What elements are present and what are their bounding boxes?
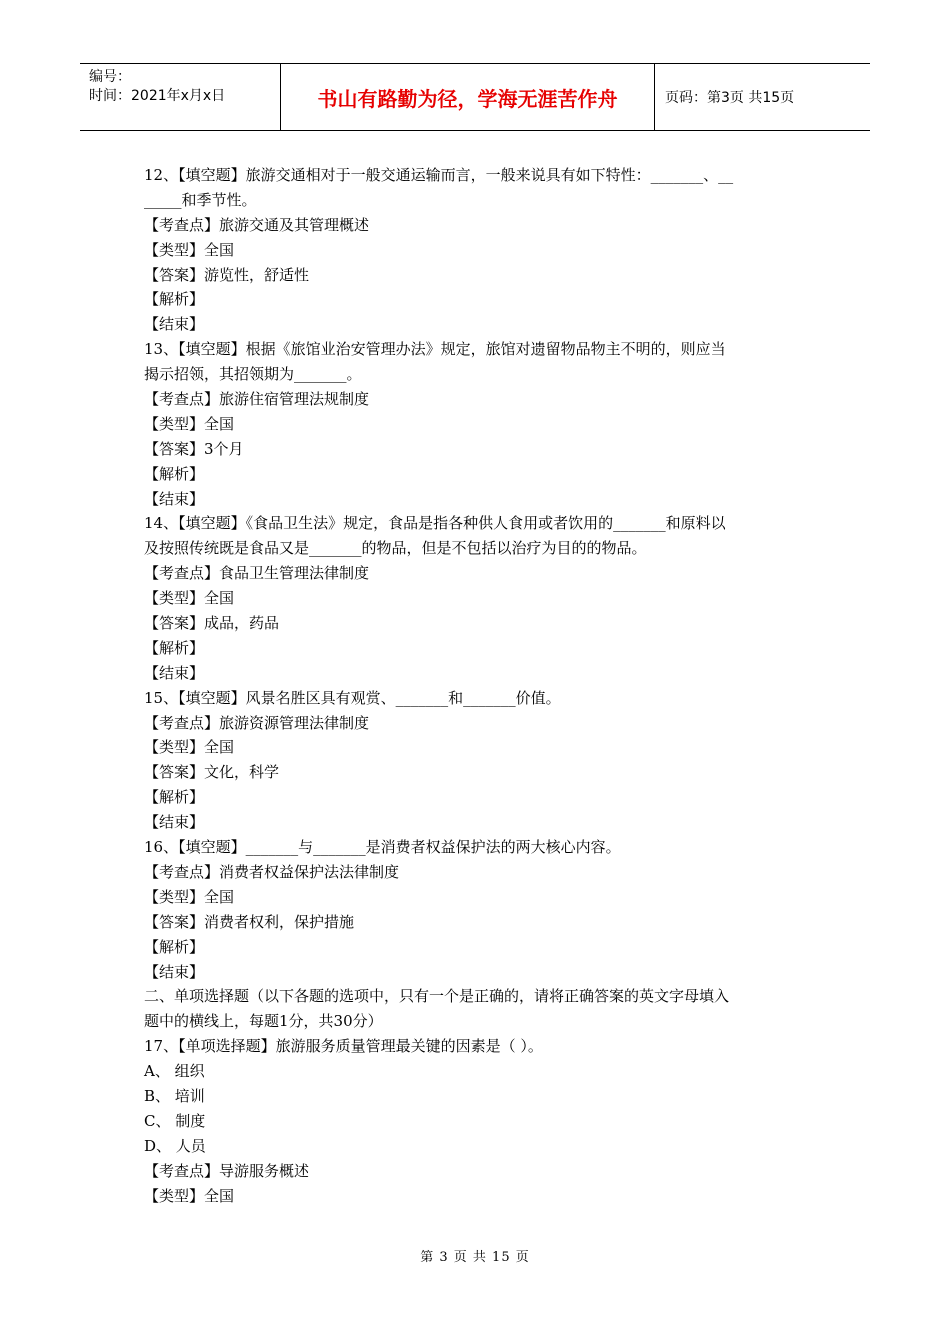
text-line: 【解析】 bbox=[144, 788, 205, 807]
header-meta-cell bbox=[80, 64, 281, 130]
text-line: 【解析】 bbox=[144, 638, 205, 657]
text-line: 14、【填空题】《食品卫生法》规定，食品是指各种供人食用或者饮用的_______和原料以 bbox=[144, 514, 726, 533]
page-footer: 第 3 页 共 15 页 bbox=[420, 1250, 530, 1265]
page-header bbox=[80, 63, 870, 131]
text-line: 【类型】全国 bbox=[144, 414, 235, 433]
text-line: 【结束】 bbox=[144, 315, 205, 334]
text-line: 【类型】全国 bbox=[144, 589, 235, 608]
text-line: 13、【填空题】根据《旅馆业治安管理办法》规定，旅馆对遗留物品物主不明的，则应当 bbox=[144, 340, 726, 359]
text-line: 及按照传统既是食品又是_______的物品，但是不包括以治疗为目的的物品。 bbox=[144, 539, 647, 558]
text-line: 【答案】游览性，舒适性 bbox=[144, 265, 310, 284]
text-line: 【结束】 bbox=[144, 813, 205, 832]
text-line: 【考查点】食品卫生管理法律制度 bbox=[144, 564, 370, 583]
text-line: 二、单项选择题（以下各题的选项中，只有一个是正确的，请将正确答案的英文字母填入 bbox=[144, 987, 730, 1006]
text-line: 揭示招领，其招领期为_______。 bbox=[144, 365, 362, 384]
text-line: 15、【填空题】风景名胜区具有观赏、_______和_______价值。 bbox=[144, 688, 561, 707]
text-line: 12、【填空题】旅游交通相对于一般交通运输而言，一般来说具有如下特性：_______、__ bbox=[144, 166, 734, 184]
text-line: 【类型】全国 bbox=[144, 240, 235, 259]
text-line: 【答案】成品，药品 bbox=[144, 614, 280, 633]
text-line: 【解析】 bbox=[144, 464, 205, 483]
time-label: 时间：2021年x月x日 bbox=[89, 88, 226, 104]
text-line: D、 人员 bbox=[144, 1136, 206, 1155]
text-line: 【考查点】旅游资源管理法律制度 bbox=[144, 713, 370, 732]
text-line: B、 培训 bbox=[144, 1086, 205, 1105]
text-line: 16、【填空题】_______与_______是消费者权益保护法的两大核心内容。 bbox=[144, 838, 621, 857]
text-line: 【答案】消费者权利，保护措施 bbox=[144, 912, 355, 931]
header-motto: 书山有路勤为径，学海无涯苦作舟 bbox=[281, 64, 655, 130]
text-line: _____和季节性。 bbox=[144, 190, 257, 209]
text-line: 【类型】全国 bbox=[144, 738, 235, 757]
text-line: 【结束】 bbox=[144, 663, 205, 682]
text-line: 17、【单项选择题】旅游服务质量管理最关键的因素是（ ）。 bbox=[144, 1037, 543, 1056]
document-body bbox=[144, 163, 814, 1208]
text-line: 【考查点】导游服务概述 bbox=[144, 1161, 310, 1180]
text-line: 【答案】3个月 bbox=[144, 439, 244, 458]
text-line: 【考查点】旅游住宿管理法规制度 bbox=[144, 390, 370, 409]
text-line: 【考查点】消费者权益保护法法律制度 bbox=[144, 862, 400, 881]
header-page-info: 页码：第3页 共15页 bbox=[665, 90, 795, 106]
text-line: C、 制度 bbox=[144, 1111, 206, 1130]
text-line: 【类型】全国 bbox=[144, 1186, 235, 1205]
text-line: 【考查点】旅游交通及其管理概述 bbox=[144, 215, 370, 234]
text-line: 【解析】 bbox=[144, 937, 205, 956]
text-line: 【结束】 bbox=[144, 962, 205, 981]
text-line: A、 组织 bbox=[144, 1062, 205, 1081]
text-line: 【答案】文化，科学 bbox=[144, 763, 280, 782]
text-line: 【解析】 bbox=[144, 290, 205, 309]
text-line: 【结束】 bbox=[144, 489, 205, 508]
serial-label: 编号： bbox=[89, 69, 131, 85]
text-line: 【类型】全国 bbox=[144, 887, 235, 906]
text-line: 题中的横线上，每题1分，共30分） bbox=[144, 1012, 383, 1031]
